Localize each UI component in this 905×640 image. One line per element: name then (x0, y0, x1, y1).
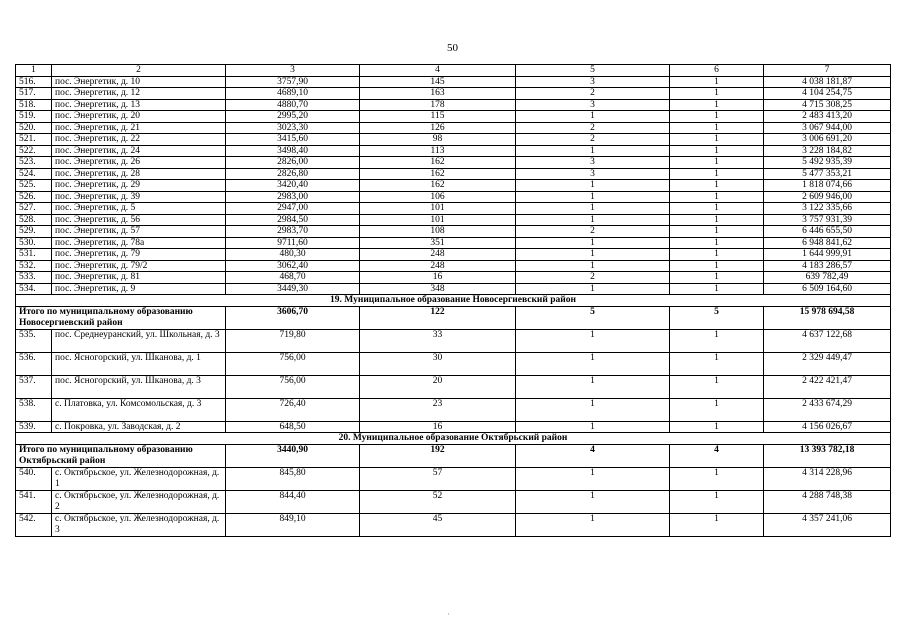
cell-addr: пос. Энергетик, д. 81 (52, 272, 226, 284)
cell-addr: пос. Энергетик, д. 78а (52, 237, 226, 249)
cell-people: 113 (360, 145, 516, 157)
cell-addr: пос. Энергетик, д. 28 (52, 168, 226, 180)
table-row (16, 157, 891, 169)
cell-n: 542. (16, 513, 52, 536)
cell-addr: пос. Энергетик, д. 10 (52, 76, 226, 88)
cell-total-area: 3606,70 (226, 306, 360, 329)
total-label: Итого по муниципальному образованию Октябрьский район (16, 444, 226, 467)
cell-addr: пос. Энергетик, д. 12 (52, 88, 226, 100)
cell-addr: пос. Энергетик, д. 13 (52, 99, 226, 111)
cell-c6: 1 (670, 145, 764, 157)
cell-cost: 5 492 935,39 (764, 157, 891, 169)
cell-total-c6: 5 (670, 306, 764, 329)
cell-addr: пос. Энергетик, д. 9 (52, 283, 226, 295)
cell-c6: 1 (670, 490, 764, 513)
cell-people: 163 (360, 88, 516, 100)
cell-area: 4880,70 (226, 99, 360, 111)
cell-people: 57 (360, 467, 516, 490)
cell-cost: 2 609 946,00 (764, 191, 891, 203)
cell-addr: пос. Энергетик, д. 26 (52, 157, 226, 169)
cell-n: 532. (16, 260, 52, 272)
cell-addr: пос. Ясногорский, ул. Шканова, д. 1 (52, 352, 226, 375)
cell-area: 2826,00 (226, 157, 360, 169)
cell-c6: 1 (670, 421, 764, 433)
cell-area: 3023,30 (226, 122, 360, 134)
cell-total-cost: 15 978 694,58 (764, 306, 891, 329)
cell-people: 126 (360, 122, 516, 134)
total-row (16, 306, 891, 329)
cell-addr: пос. Энергетик, д. 56 (52, 214, 226, 226)
cell-area: 3498,40 (226, 145, 360, 157)
cell-people: 178 (360, 99, 516, 111)
table-row (16, 249, 891, 261)
cell-c6: 1 (670, 467, 764, 490)
cell-cost: 3 228 184,82 (764, 145, 891, 157)
cell-cost: 2 433 674,29 (764, 398, 891, 421)
cell-n: 519. (16, 111, 52, 123)
cell-c5: 1 (516, 467, 670, 490)
cell-n: 539. (16, 421, 52, 433)
table-row (16, 122, 891, 134)
cell-n: 516. (16, 76, 52, 88)
cell-c5: 1 (516, 214, 670, 226)
table-row (16, 352, 891, 375)
cell-c5: 1 (516, 398, 670, 421)
table-row (16, 398, 891, 421)
cell-n: 531. (16, 249, 52, 261)
cell-c6: 1 (670, 237, 764, 249)
cell-cost: 3 006 691,20 (764, 134, 891, 146)
cell-cost: 1 818 074,66 (764, 180, 891, 192)
cell-addr: пос. Энергетик, д. 22 (52, 134, 226, 146)
cell-n: 523. (16, 157, 52, 169)
cell-addr: пос. Энергетик, д. 29 (52, 180, 226, 192)
table-row (16, 260, 891, 272)
cell-people: 145 (360, 76, 516, 88)
cell-area: 2995,20 (226, 111, 360, 123)
cell-c5: 3 (516, 157, 670, 169)
cell-n: 522. (16, 145, 52, 157)
cell-cost: 4 038 181,87 (764, 76, 891, 88)
cell-area: 756,00 (226, 352, 360, 375)
cell-c5: 2 (516, 272, 670, 284)
cell-people: 115 (360, 111, 516, 123)
cell-total-area: 3440,90 (226, 444, 360, 467)
cell-people: 248 (360, 249, 516, 261)
table-row (16, 145, 891, 157)
cell-area: 2983,70 (226, 226, 360, 238)
table-row (16, 134, 891, 146)
cell-addr: пос. Энергетик, д. 5 (52, 203, 226, 215)
cell-n: 540. (16, 467, 52, 490)
cell-cost: 6 509 164,60 (764, 283, 891, 295)
cell-addr: с. Октябрьское, ул. Железнодорожная, д. 1 (52, 467, 226, 490)
cell-c6: 1 (670, 191, 764, 203)
cell-cost: 6 948 841,62 (764, 237, 891, 249)
cell-c5: 1 (516, 249, 670, 261)
cell-c6: 1 (670, 375, 764, 398)
section-heading: 19. Муниципальное образование Новосергиевский район (16, 295, 891, 307)
cell-area: 756,00 (226, 375, 360, 398)
cell-total-cost: 13 393 782,18 (764, 444, 891, 467)
cell-addr: с. Октябрьское, ул. Железнодорожная, д. 2 (52, 490, 226, 513)
cell-cost: 2 422 421,47 (764, 375, 891, 398)
cell-people: 20 (360, 375, 516, 398)
cell-area: 3062,40 (226, 260, 360, 272)
cell-cost: 4 156 026,67 (764, 421, 891, 433)
cell-addr: пос. Энергетик, д. 79 (52, 249, 226, 261)
cell-c6: 1 (670, 88, 764, 100)
cell-addr: пос. Энергетик, д. 57 (52, 226, 226, 238)
cell-c5: 2 (516, 226, 670, 238)
cell-total-c6: 4 (670, 444, 764, 467)
cell-cost: 639 782,49 (764, 272, 891, 284)
cell-n: 541. (16, 490, 52, 513)
table-row (16, 490, 891, 513)
header-row (16, 65, 891, 77)
cell-area: 719,80 (226, 329, 360, 352)
cell-people: 33 (360, 329, 516, 352)
cell-c6: 1 (670, 134, 764, 146)
cell-area: 3449,30 (226, 283, 360, 295)
cell-cost: 4 314 228,96 (764, 467, 891, 490)
cell-n: 533. (16, 272, 52, 284)
cell-n: 521. (16, 134, 52, 146)
cell-c6: 1 (670, 111, 764, 123)
section-heading-row (16, 295, 891, 307)
table-row (16, 99, 891, 111)
total-row (16, 444, 891, 467)
cell-n: 520. (16, 122, 52, 134)
cell-people: 101 (360, 203, 516, 215)
cell-area: 3420,40 (226, 180, 360, 192)
cell-c5: 1 (516, 352, 670, 375)
cell-people: 52 (360, 490, 516, 513)
table-row (16, 88, 891, 100)
cell-c6: 1 (670, 352, 764, 375)
cell-c6: 1 (670, 272, 764, 284)
cell-cost: 2 329 449,47 (764, 352, 891, 375)
table-row (16, 203, 891, 215)
table-row (16, 168, 891, 180)
table-row (16, 214, 891, 226)
table-body (16, 65, 891, 537)
header-cell: 4 (360, 65, 516, 77)
cell-n: 537. (16, 375, 52, 398)
cell-c5: 1 (516, 237, 670, 249)
register-table (15, 64, 891, 537)
cell-c5: 1 (516, 490, 670, 513)
table-row (16, 191, 891, 203)
page-number: 50 (447, 42, 458, 54)
cell-c6: 1 (670, 157, 764, 169)
cell-c5: 1 (516, 513, 670, 536)
table-row (16, 513, 891, 536)
table-row (16, 375, 891, 398)
cell-addr: пос. Энергетик, д. 21 (52, 122, 226, 134)
cell-c5: 1 (516, 260, 670, 272)
header-cell: 5 (516, 65, 670, 77)
cell-area: 844,40 (226, 490, 360, 513)
cell-n: 524. (16, 168, 52, 180)
section-heading: 20. Муниципальное образование Октябрьский район (16, 433, 891, 445)
header-cell: 1 (16, 65, 52, 77)
table-row (16, 226, 891, 238)
cell-c5: 2 (516, 122, 670, 134)
cell-n: 527. (16, 203, 52, 215)
cell-n: 538. (16, 398, 52, 421)
cell-people: 16 (360, 421, 516, 433)
cell-people: 108 (360, 226, 516, 238)
table-row (16, 283, 891, 295)
cell-people: 45 (360, 513, 516, 536)
cell-people: 16 (360, 272, 516, 284)
cell-c5: 1 (516, 283, 670, 295)
cell-area: 480,30 (226, 249, 360, 261)
table-row (16, 237, 891, 249)
cell-c6: 1 (670, 76, 764, 88)
cell-cost: 3 757 931,39 (764, 214, 891, 226)
cell-people: 101 (360, 214, 516, 226)
cell-cost: 3 067 944,00 (764, 122, 891, 134)
cell-area: 2983,00 (226, 191, 360, 203)
cell-c5: 1 (516, 203, 670, 215)
cell-people: 30 (360, 352, 516, 375)
cell-people: 162 (360, 168, 516, 180)
cell-c5: 1 (516, 421, 670, 433)
cell-area: 3415,60 (226, 134, 360, 146)
cell-area: 3757,90 (226, 76, 360, 88)
cell-area: 726,40 (226, 398, 360, 421)
table-row (16, 76, 891, 88)
cell-n: 525. (16, 180, 52, 192)
cell-cost: 3 122 335,66 (764, 203, 891, 215)
cell-cost: 6 446 655,50 (764, 226, 891, 238)
cell-n: 536. (16, 352, 52, 375)
cell-c5: 1 (516, 145, 670, 157)
header-cell: 7 (764, 65, 891, 77)
cell-cost: 4 715 308,25 (764, 99, 891, 111)
cell-people: 106 (360, 191, 516, 203)
cell-n: 528. (16, 214, 52, 226)
cell-people: 23 (360, 398, 516, 421)
cell-total-c5: 4 (516, 444, 670, 467)
cell-addr: пос. Энергетик, д. 79/2 (52, 260, 226, 272)
cell-area: 845,80 (226, 467, 360, 490)
cell-c6: 1 (670, 203, 764, 215)
cell-area: 2826,80 (226, 168, 360, 180)
scan-speck: · (447, 610, 450, 619)
table-row (16, 329, 891, 352)
cell-addr: пос. Энергетик, д. 39 (52, 191, 226, 203)
cell-c6: 1 (670, 99, 764, 111)
cell-people: 348 (360, 283, 516, 295)
cell-c6: 1 (670, 283, 764, 295)
cell-c5: 3 (516, 99, 670, 111)
cell-total-people: 122 (360, 306, 516, 329)
cell-c6: 1 (670, 513, 764, 536)
cell-c6: 1 (670, 329, 764, 352)
cell-c6: 1 (670, 214, 764, 226)
cell-area: 648,50 (226, 421, 360, 433)
header-cell: 6 (670, 65, 764, 77)
cell-c6: 1 (670, 226, 764, 238)
cell-people: 162 (360, 180, 516, 192)
cell-area: 2947,00 (226, 203, 360, 215)
cell-addr: пос. Энергетик, д. 24 (52, 145, 226, 157)
cell-c5: 1 (516, 111, 670, 123)
cell-people: 351 (360, 237, 516, 249)
cell-area: 4689,10 (226, 88, 360, 100)
cell-c6: 1 (670, 168, 764, 180)
cell-c5: 1 (516, 180, 670, 192)
cell-n: 517. (16, 88, 52, 100)
cell-n: 530. (16, 237, 52, 249)
cell-n: 518. (16, 99, 52, 111)
cell-c5: 2 (516, 134, 670, 146)
table-row (16, 180, 891, 192)
cell-cost: 5 477 353,21 (764, 168, 891, 180)
cell-c6: 1 (670, 398, 764, 421)
table-row (16, 272, 891, 284)
cell-c6: 1 (670, 180, 764, 192)
cell-cost: 4 637 122,68 (764, 329, 891, 352)
header-cell: 2 (52, 65, 226, 77)
cell-c5: 3 (516, 76, 670, 88)
cell-people: 248 (360, 260, 516, 272)
cell-c5: 3 (516, 168, 670, 180)
cell-cost: 4 104 254,75 (764, 88, 891, 100)
cell-c6: 1 (670, 122, 764, 134)
cell-addr: с. Покровка, ул. Заводская, д. 2 (52, 421, 226, 433)
cell-c6: 1 (670, 249, 764, 261)
cell-c5: 1 (516, 375, 670, 398)
cell-total-people: 192 (360, 444, 516, 467)
cell-addr: пос. Энергетик, д. 20 (52, 111, 226, 123)
cell-people: 162 (360, 157, 516, 169)
table-row (16, 467, 891, 490)
cell-cost: 1 644 999,91 (764, 249, 891, 261)
cell-cost: 4 288 748,38 (764, 490, 891, 513)
cell-area: 468,70 (226, 272, 360, 284)
total-label: Итого по муниципальному образованию Новосергиевский район (16, 306, 226, 329)
cell-people: 98 (360, 134, 516, 146)
table-row (16, 421, 891, 433)
cell-area: 9711,60 (226, 237, 360, 249)
cell-n: 529. (16, 226, 52, 238)
cell-cost: 4 183 286,57 (764, 260, 891, 272)
cell-cost: 2 483 413,20 (764, 111, 891, 123)
cell-n: 526. (16, 191, 52, 203)
header-cell: 3 (226, 65, 360, 77)
cell-area: 849,10 (226, 513, 360, 536)
table-row (16, 111, 891, 123)
cell-n: 535. (16, 329, 52, 352)
cell-c5: 1 (516, 191, 670, 203)
cell-addr: с. Платовка, ул. Комсомольская, д. 3 (52, 398, 226, 421)
cell-c5: 1 (516, 329, 670, 352)
cell-n: 534. (16, 283, 52, 295)
cell-cost: 4 357 241,06 (764, 513, 891, 536)
cell-c5: 2 (516, 88, 670, 100)
cell-c6: 1 (670, 260, 764, 272)
section-heading-row (16, 433, 891, 445)
cell-area: 2984,50 (226, 214, 360, 226)
cell-total-c5: 5 (516, 306, 670, 329)
cell-addr: пос. Среднеуранский, ул. Школьная, д. 3 (52, 329, 226, 352)
cell-addr: пос. Ясногорский, ул. Шканова, д. 3 (52, 375, 226, 398)
cell-addr: с. Октябрьское, ул. Железнодорожная, д. 3 (52, 513, 226, 536)
